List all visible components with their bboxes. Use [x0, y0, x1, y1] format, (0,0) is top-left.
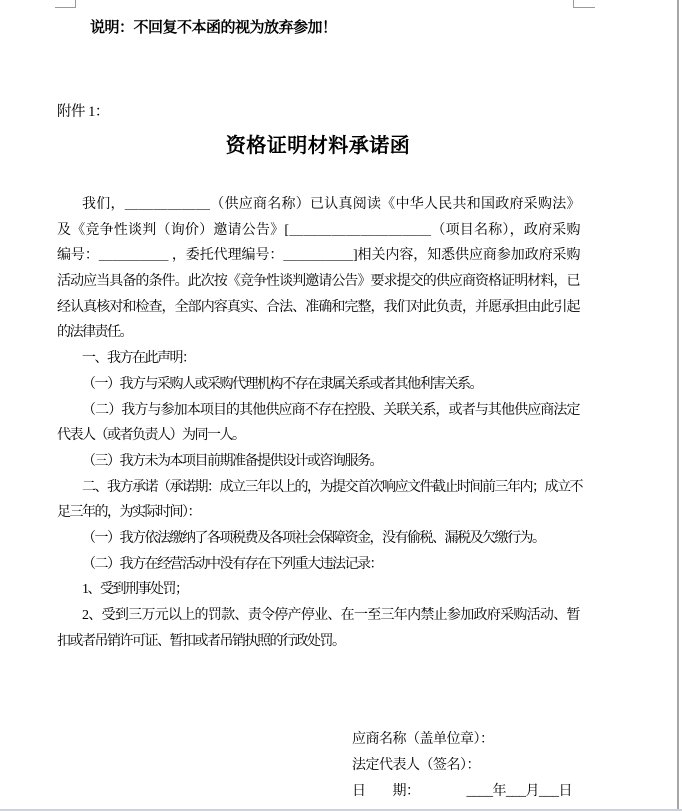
signature-line: 法定代表人（签名）： [352, 758, 480, 773]
body-line: （一）我方依法缴纳了各项税费及各项社会保障资金，没有偷税、漏税及欠缴行为。 [82, 530, 545, 546]
page-edge-line [677, 0, 679, 811]
note-line: 说明：不回复不本函的视为放弃参加！ [90, 19, 337, 36]
body-line: 二、我方承诺（承诺期：成立三年以上的，为提交首次响应文件截止时间前三年内；成立不 [82, 479, 582, 495]
body-line: 的法律责任。 [57, 325, 132, 341]
signature-line: 应商名称（盖单位章）： [352, 732, 494, 747]
body-line: 一、我方在此声明： [82, 351, 195, 367]
attachment-label: 附件 1： [57, 104, 109, 120]
body-line: 代表人（或者负责人）为同一人。 [57, 428, 245, 444]
body-line: （一）我方与采购人或采购代理机构不存在隶属关系或者其他利害关系。 [82, 376, 482, 392]
body-line: 经认真核对和检查，全部内容真实、合法、准确和完整，我们对此负责，并愿承担由此引起 [57, 299, 579, 315]
body-line: 2、受到三万元以上的罚款、责令停产停业、在一至三年内禁止参加政府采购活动、暂 [82, 608, 579, 623]
signature-block [352, 727, 652, 805]
text-boundary-mark-right [573, 0, 595, 8]
body-line: 编号：＿＿＿＿＿ ，委托代理编号：＿＿＿＿＿]相关内容，知悉供应商参加政府采购 [57, 248, 579, 264]
body-line: 1、受到刑事处罚； [82, 582, 188, 598]
body-line: （二）我方与参加本项目的其他供应商不存在控股、关联关系，或者与其他供应商法定 [82, 402, 579, 418]
body-line: 足三年的，为实际时间）： [57, 505, 200, 521]
text-boundary-mark-left [55, 0, 76, 8]
body-line: 我们，＿＿＿＿＿＿（供应商名称）已认真阅读《中华人民共和国政府采购法》 [82, 197, 579, 212]
signature-line: 日 期： ____年___月___日 [352, 784, 572, 799]
body-line: 及《竞争性谈判（询价）邀请公告》[＿＿＿＿＿＿＿＿＿＿（项目名称），政府采购 [57, 222, 579, 238]
body-line: （三）我方未为本项目前期准备提供设计或咨询服务。 [82, 453, 382, 469]
body-line: 扣或者吊销许可证、暂扣或者吊销执照的行政处罚。 [57, 633, 345, 649]
body-line: （二）我方在经营活动中没有存在下列重大违法记录： [82, 556, 382, 572]
body-text [57, 192, 582, 654]
document-title: 资格证明材料承诺函 [225, 135, 411, 157]
body-line: 活动应当具备的条件。此次按《竞争性谈判邀请公告》要求提交的供应商资格证明材料，已 [57, 274, 579, 290]
